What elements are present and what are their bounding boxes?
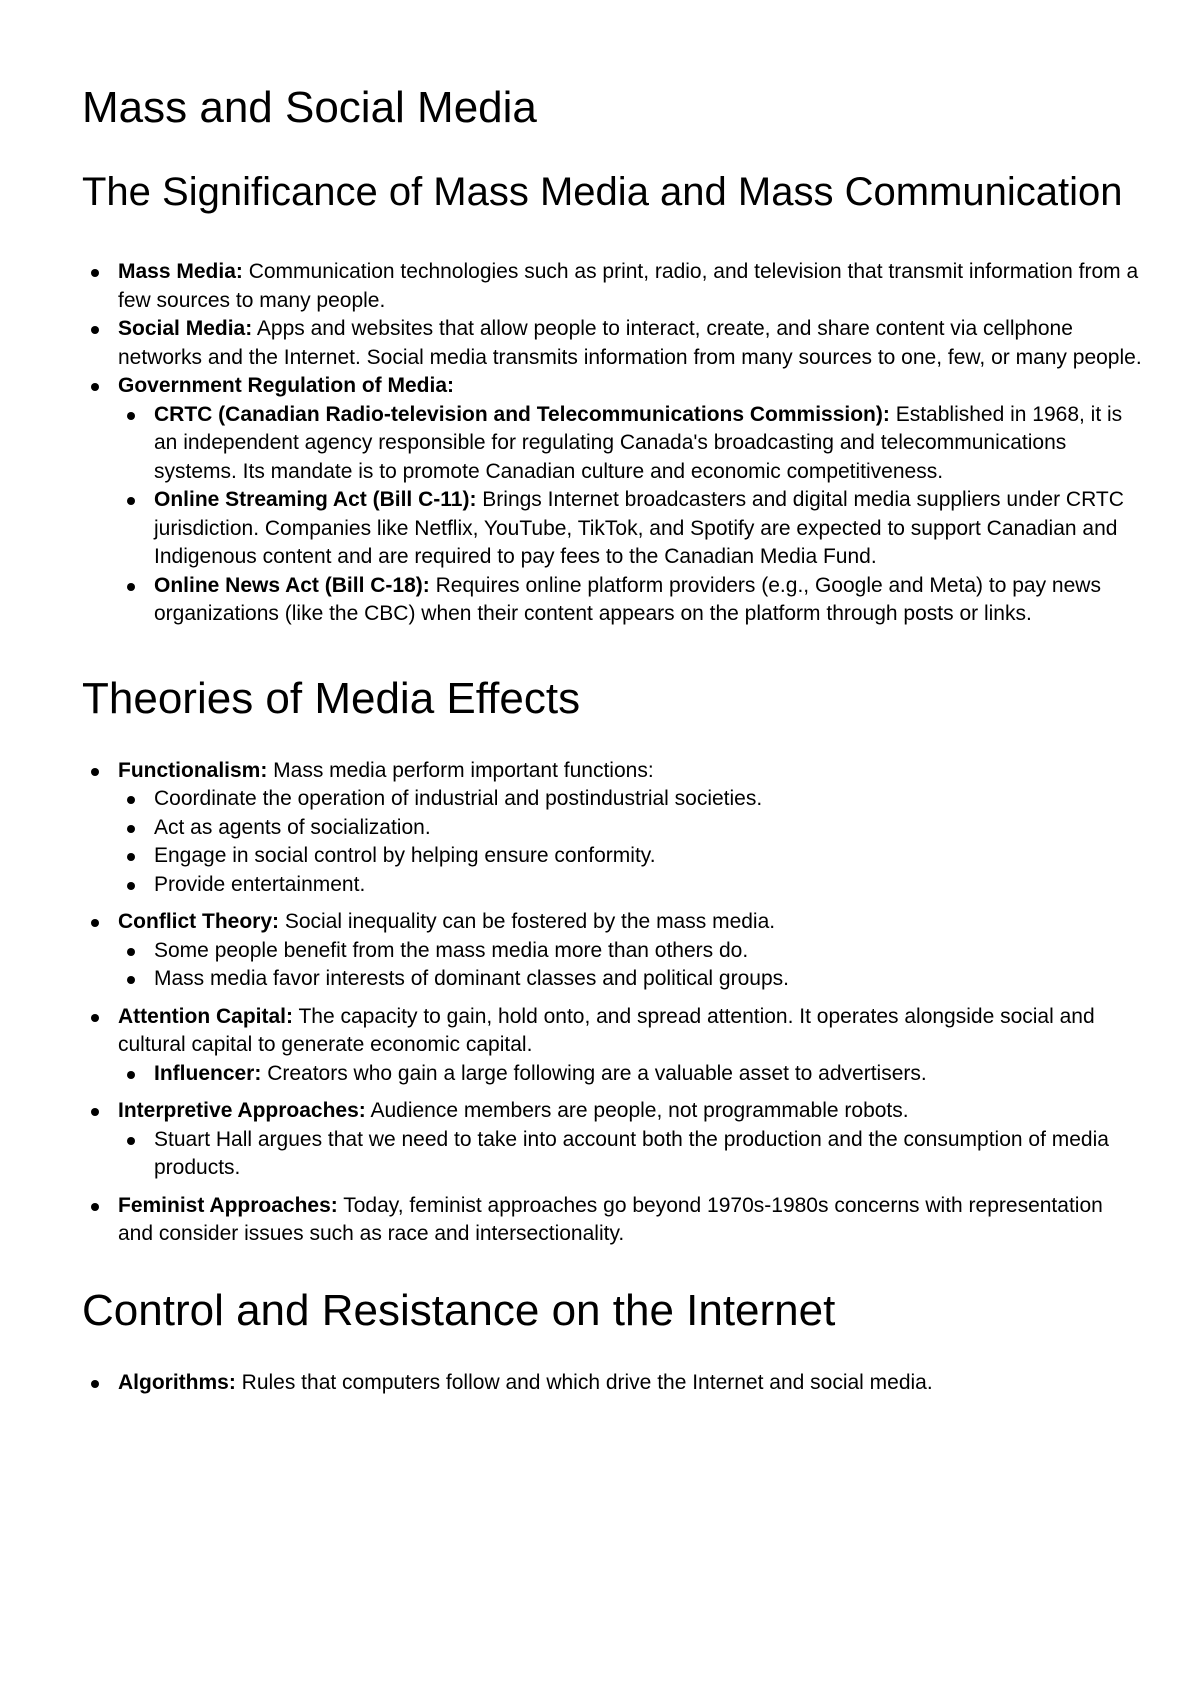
list-item-algorithms	[82, 1369, 1142, 1398]
term-algorithms: Algorithms:	[118, 1370, 236, 1394]
term-feminist: Feminist Approaches:	[118, 1193, 338, 1217]
definition-crtc: Established in 1968, it is an independent agency responsible for regulating Canada's broadcasting and telecommunications systems. Its mandate is to promote Canadian culture and economic competitiveness.	[154, 402, 1123, 483]
list-item: Stuart Hall argues that we need to take into account both the production and the consumption of media products.	[118, 1126, 1142, 1183]
list-item-social-media	[82, 315, 1142, 372]
definition-functionalism: Mass media perform important functions:	[267, 758, 654, 782]
definition-feminist: Today, feminist approaches go beyond 1970s-1980s concerns with representation and consider issues such as race and intersectionality.	[118, 1193, 1103, 1245]
list-item-attention-capital	[82, 1003, 1142, 1089]
definition-social-media: Apps and websites that allow people to interact, create, and share content via cellphone networks and the Internet. Social media transmits information from many sources to one, few, or many people.	[118, 317, 1142, 369]
list-item: Some people benefit from the mass media more than others do.	[118, 937, 1142, 966]
section-heading-internet-control: Control and Resistance on the Internet	[82, 1285, 836, 1335]
definition-mass-media: Communication technologies such as print, radio, and television that transmit information from a few sources to many people.	[118, 260, 1139, 312]
term-interpretive: Interpretive Approaches:	[118, 1099, 366, 1122]
definition-conflict-theory: Social inequality can be fostered by the mass media.	[279, 910, 776, 933]
significance-list	[82, 258, 1142, 629]
regulation-sublist	[118, 401, 1142, 629]
definition-bill-c18: Requires online platform providers (e.g., Google and Meta) to pay news organizations (like the CBC) when their content appears on the platform through posts or links.	[154, 573, 1101, 625]
definition-algorithms: Rules that computers follow and which drive the Internet and social media.	[235, 1370, 933, 1394]
attention-sublist	[118, 1060, 1142, 1089]
section-heading-media-effects: Theories of Media Effects	[82, 673, 581, 723]
definition-interpretive: Audience members are people, not programmable robots.	[365, 1099, 909, 1122]
term-social-media: Social Media:	[118, 317, 253, 340]
term-conflict-theory: Conflict Theory:	[118, 910, 279, 933]
list-item-bill-c11	[118, 486, 1142, 572]
term-mass-media: Mass Media:	[118, 260, 243, 283]
list-item-crtc	[118, 401, 1142, 487]
media-effects-list	[82, 757, 1142, 1249]
functionalism-sublist	[118, 785, 1142, 899]
page-title: Mass and Social Media	[82, 83, 537, 132]
definition-influencer: Creators who gain a large following are a valuable asset to advertisers.	[261, 1061, 927, 1085]
term-attention-capital: Attention Capital:	[118, 1004, 293, 1028]
definition-bill-c11: Brings Internet broadcasters and digital media suppliers under CRTC jurisdiction. Companies like Netflix, YouTube, TikTok, and Spotify are expected to support Canadian and Indigenous content and are required to pay fees to the Canadian Media Fund.	[154, 488, 1124, 568]
list-item-mass-media	[82, 258, 1142, 315]
list-item-functionalism	[82, 757, 1142, 900]
list-item-interpretive	[82, 1097, 1142, 1183]
term-influencer: Influencer:	[154, 1061, 262, 1085]
term-crtc: CRTC (Canadian Radio-television and Telecommunications Commission):	[154, 402, 890, 426]
internet-control-list	[82, 1369, 1142, 1398]
interpretive-sublist	[118, 1126, 1142, 1183]
list-item-bill-c18	[118, 572, 1142, 629]
list-item-influencer	[118, 1060, 1142, 1089]
document-page	[82, 82, 1142, 1397]
list-item-conflict-theory	[82, 908, 1142, 994]
list-item: Engage in social control by helping ensure conformity.	[118, 842, 1142, 871]
term-bill-c18: Online News Act (Bill C-18):	[154, 573, 430, 597]
list-item-government-regulation	[82, 372, 1142, 629]
list-item: Coordinate the operation of industrial and postindustrial societies.	[118, 785, 1142, 814]
section-heading-significance: The Significance of Mass Media and Mass Communication	[82, 170, 1123, 214]
list-item: Mass media favor interests of dominant classes and political groups.	[118, 965, 1142, 994]
list-item: Provide entertainment.	[118, 871, 1142, 900]
term-functionalism: Functionalism:	[118, 758, 268, 782]
list-item-feminist	[82, 1192, 1142, 1249]
definition-attention-capital: The capacity to gain, hold onto, and spread attention. It operates alongside social and cultural capital to generate economic capital.	[118, 1004, 1095, 1056]
list-item: Act as agents of socialization.	[118, 814, 1142, 843]
term-bill-c11: Online Streaming Act (Bill C-11):	[154, 488, 477, 511]
conflict-sublist	[118, 937, 1142, 994]
term-government-regulation: Government Regulation of Media:	[118, 374, 455, 397]
